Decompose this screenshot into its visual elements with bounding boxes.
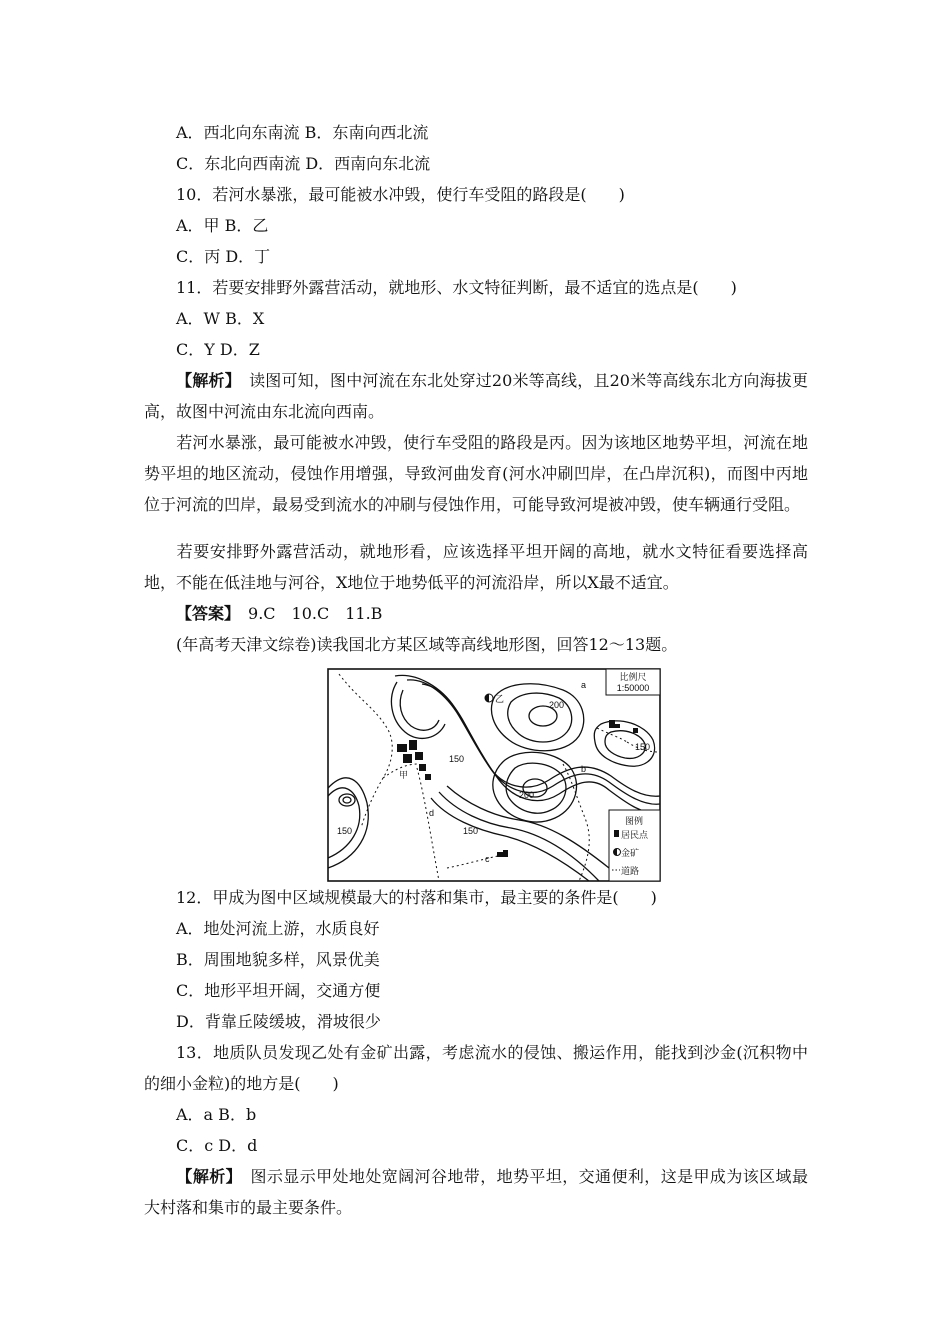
- contour-label-200-a: 200: [549, 700, 565, 710]
- q13-stem-paragraph: [144, 1037, 808, 1099]
- q12-option-d: D．背靠丘陵缓坡，滑坡很少: [176, 1012, 381, 1031]
- contour-map: [327, 668, 661, 882]
- q12-option-a: A．地处河流上游，水质良好: [176, 919, 380, 938]
- analysis-paragraph-2: [144, 427, 808, 520]
- analysis-paragraph-1: [144, 365, 808, 427]
- contour-label-150-a: 150: [449, 754, 465, 764]
- q11-options-cd: C．Y D．Z: [176, 340, 260, 359]
- contour-label-150-b: 150: [463, 826, 479, 836]
- answer-text: 9.C 10.C 11.B: [248, 604, 383, 623]
- analysis2-tag: 【解析】: [176, 1167, 235, 1186]
- q13-options-cd: C．c D．d: [176, 1136, 258, 1155]
- label-b: b: [581, 764, 587, 774]
- legend-title: 图例: [624, 816, 644, 826]
- q10-options-cd: C．丙 D．丁: [176, 247, 271, 266]
- label-jia: 甲: [399, 770, 409, 780]
- label-a: a: [581, 680, 587, 690]
- intro-line: [144, 629, 808, 660]
- contour-label-150-c: 150: [337, 826, 353, 836]
- gold-mine-icon: [485, 694, 493, 702]
- q11-options-ab: A．W B．X: [176, 309, 265, 328]
- analysis-paragraph-3: [144, 536, 808, 598]
- analysis2-text: 图示显示甲处地处宽阔河谷地带，地势平坦，交通便利，这是甲成为该区域最大村落和集市的最主要条件。: [144, 1167, 808, 1217]
- answer-tag: 【答案】: [176, 604, 233, 623]
- analysis2-paragraph: [144, 1161, 808, 1223]
- scale-value: 1:50000: [616, 683, 650, 693]
- intro-text: (年高考天津文综卷)读我国北方某区域等高线地形图，回答12～13题。: [176, 635, 678, 654]
- q13-options-ab: A．a B．b: [176, 1105, 257, 1124]
- q13-stem: 13．地质队员发现乙处有金矿出露，考虑流水的侵蚀、搬运作用，能找到沙金(沉积物中的细小金粒)的地方是( ): [144, 1043, 808, 1093]
- legend-gold-label: 金矿: [621, 848, 640, 858]
- legend-settlement-label: 居民点: [621, 830, 649, 840]
- label-d: d: [429, 808, 435, 818]
- analysis-tag: 【解析】: [176, 371, 233, 390]
- q10-options-ab: A．甲 B．乙: [176, 216, 269, 235]
- legend-settlement-icon: [614, 830, 619, 837]
- scale-title: 比例尺: [619, 672, 647, 682]
- analysis-text-2: 若河水暴涨，最可能被水冲毁，使行车受阻的路段是丙。因为该地区地势平坦，河流在地势平坦的地区流动，侵蚀作用增强，导致河曲发育(河水冲刷凹岸，在凸岸沉积)，而图中丙地位于河流的凹岸，最易受到流水的冲刷与侵蚀作用，可能导致河堤被冲毁，使车辆通行受阻。: [144, 433, 808, 514]
- q9-options-cd: C．东北向西南流 D．西南向东北流: [176, 154, 431, 173]
- label-c: c: [485, 854, 490, 864]
- q10-stem: 10．若河水暴涨，最可能被水冲毁，使行车受阻的路段是( ): [176, 185, 625, 204]
- q11-stem: 11．若要安排野外露营活动，就地形、水文特征判断，最不适宜的选点是( ): [176, 278, 737, 297]
- q9-options-ab: A．西北向东南流 B．东南向西北流: [176, 123, 429, 142]
- answer-line: [144, 598, 808, 629]
- q12-option-c: C．地形平坦开阔，交通方便: [176, 981, 381, 1000]
- analysis-text-1: 读图可知，图中河流在东北处穿过20米等高线，且20米等高线东北方向海拔更高，故图中河流由东北流向西南。: [144, 371, 808, 421]
- contour-label-200-b: 200: [519, 790, 535, 800]
- analysis-text-3: 若要安排野外露营活动，就地形看，应该选择平坦开阔的高地，就水文特征看要选择高地，不能在低洼地与河谷，X地位于地势低平的河流沿岸，所以X最不适宜。: [144, 542, 808, 592]
- q12-option-b: B．周围地貌多样，风景优美: [176, 950, 380, 969]
- legend-road-label: 道路: [621, 866, 640, 876]
- q12-stem: 12．甲成为图中区域规模最大的村落和集市，最主要的条件是( ): [176, 888, 657, 907]
- contour-label-150-d: 150: [635, 742, 651, 752]
- label-yi: 乙: [495, 694, 505, 704]
